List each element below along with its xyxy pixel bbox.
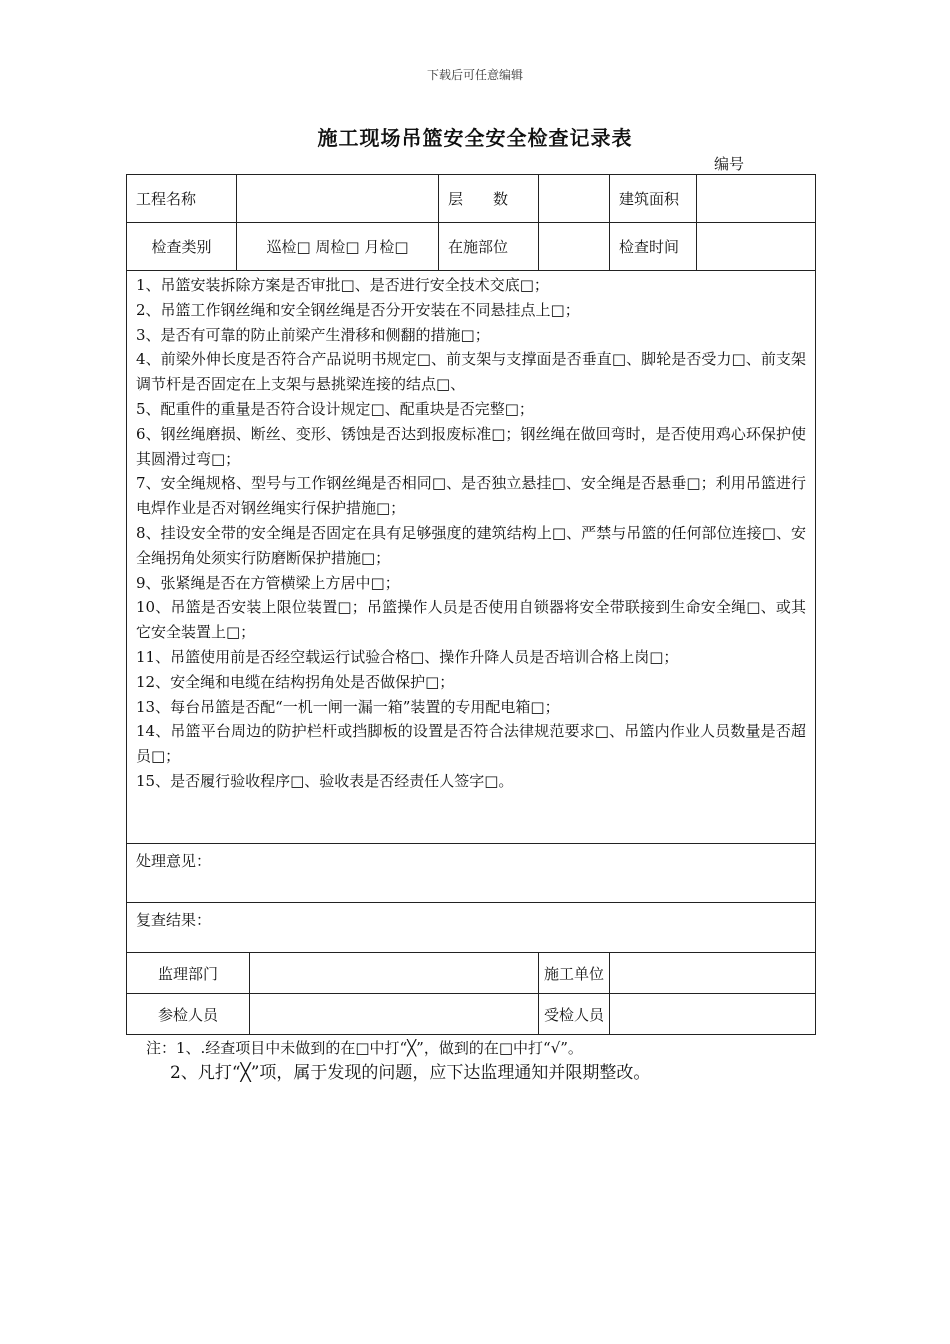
building-area-field[interactable] (697, 175, 816, 223)
project-name-label: 工程名称 (127, 175, 237, 223)
checklist-item: 6、钢丝绳磨损、断丝、变形、锈蚀是否达到报废标准□；钢丝绳在做回弯时，是否使用鸡心环保护使其圆滑过弯□； (136, 424, 806, 468)
inspection-form-table (126, 174, 816, 1035)
recheck-result-field[interactable] (127, 903, 816, 953)
note-1: 注：1、.经查项目中未做到的在□中打“╳”，做到的在□中打“√”。 (146, 1039, 583, 1057)
construction-unit-label: 施工单位 (539, 953, 610, 994)
checklist-item: 5、配重件的重量是否符合设计规定□、配重块是否完整□； (136, 399, 534, 418)
checklist-item: 3、是否有可靠的防止前梁产生滑移和侧翻的措施□； (136, 325, 490, 344)
inspection-category-options[interactable]: 巡检□ 周检□ 月检□ (237, 223, 439, 271)
participants-field[interactable] (250, 994, 539, 1035)
checklist-item: 12、安全绳和电缆在结构拐角处是否做保护□； (136, 672, 455, 691)
header-note: 下载后可任意编辑 (426, 68, 523, 82)
supervision-dept-field[interactable] (250, 953, 539, 994)
inspection-time-label: 检查时间 (610, 223, 697, 271)
checklist-item: 11、吊篮使用前是否经空载运行试验合格□、操作升降人员是否培训合格上岗□； (136, 647, 679, 666)
construction-unit-field[interactable] (610, 953, 816, 994)
checklist-item: 7、安全绳规格、型号与工作钢丝绳是否相同□、是否独立悬挂□、安全绳是否悬垂□；利用吊篮进行电焊作业是否对钢丝绳实行保护措施□； (136, 474, 806, 518)
participants-label: 参检人员 (127, 994, 250, 1035)
project-name-field[interactable] (237, 175, 439, 223)
checklist-item: 9、张紧绳是否在方管横梁上方居中□； (136, 573, 400, 592)
checklist-item: 14、吊篮平台周边的防护栏杆或挡脚板的设置是否符合法律规范要求□、吊篮内作业人员数量是否超员□； (136, 722, 806, 766)
inspection-category-label: 检查类别 (127, 223, 237, 271)
checklist-item: 4、前梁外伸长度是否符合产品说明书规定□、前支架与支撑面是否垂直□、脚轮是否受力□、前支架调节杆是否固定在上支架与悬挑梁连接的结点□、 (136, 350, 806, 394)
handling-opinion-field[interactable] (127, 844, 816, 903)
checklist-item: 15、是否履行验收程序□、验收表是否经责任人签字□。 (136, 771, 514, 790)
building-area-label: 建筑面积 (610, 175, 697, 223)
handling-opinion-label: 处理意见： (136, 852, 212, 870)
work-location-field[interactable] (539, 223, 610, 271)
note-2: 2、凡打“╳”项，属于发现的问题，应下达监理通知并限期整改。 (170, 1063, 651, 1083)
floors-label: 层 数 (439, 175, 539, 223)
inspected-persons-label: 受检人员 (539, 994, 610, 1035)
checklist-item: 1、吊篮安装拆除方案是否审批□、是否进行安全技术交底□； (136, 276, 549, 294)
recheck-result-label: 复查结果： (136, 911, 212, 929)
checklist-item: 2、吊篮工作钢丝绳和安全钢丝绳是否分开安装在不同悬挂点上□； (136, 300, 580, 319)
checklist-item: 8、挂设安全带的安全绳是否固定在具有足够强度的建筑结构上□、严禁与吊篮的任何部位连接□、安全绳拐角处须实行防磨断保护措施□； (136, 523, 806, 567)
inspection-time-field[interactable] (697, 223, 816, 271)
work-location-label: 在施部位 (439, 223, 539, 271)
checklist-item: 13、每台吊篮是否配“一机一闸一漏一箱”装置的专用配电箱□； (136, 697, 560, 716)
checklist-item: 10、吊篮是否安装上限位装置□；吊篮操作人员是否使用自锁器将安全带联接到生命安全绳□、或其它安全装置上□； (136, 598, 806, 642)
checklist-cell (127, 271, 816, 844)
inspected-persons-field[interactable] (610, 994, 816, 1035)
serial-number-label: 编号 (714, 155, 745, 173)
floors-field[interactable] (539, 175, 610, 223)
page-title: 施工现场吊篮安全安全检查记录表 (317, 126, 633, 150)
supervision-dept-label: 监理部门 (127, 953, 250, 994)
